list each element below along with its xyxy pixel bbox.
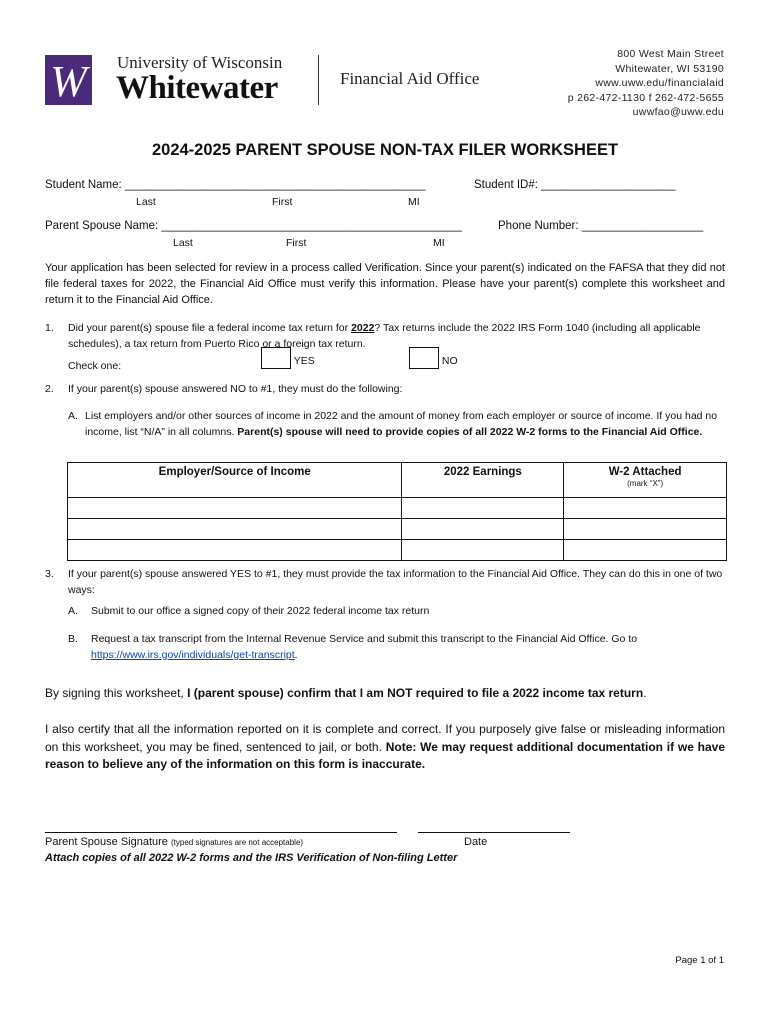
q2-a-label: A.	[68, 410, 78, 422]
spouse-last-caption: Last	[173, 237, 193, 249]
signing-end: .	[643, 686, 647, 700]
q3-a-label: A.	[68, 605, 78, 617]
no-option[interactable]	[409, 347, 458, 369]
table-header-row	[68, 463, 727, 498]
table-row	[68, 498, 727, 519]
q3-a-text: Submit to our office a signed copy of their 2022 federal income tax return	[91, 605, 430, 617]
signature-caption	[45, 836, 303, 848]
yes-option[interactable]	[261, 347, 315, 369]
phone-field[interactable]	[498, 220, 703, 232]
q2-a-instructions: List employers and/or other sources of income in 2022 and the amount of money from each employer or source of income. If you had no income, list “N/A” in all columns.	[85, 410, 718, 438]
col-earnings: 2022 Earnings	[402, 463, 564, 498]
student-id-line[interactable]: _____________________	[541, 179, 676, 191]
university-name: Whitewater	[116, 70, 278, 106]
mark-note: (mark “X”)	[627, 479, 664, 488]
income-table	[67, 462, 727, 561]
page-title: 2024-2025 PARENT SPOUSE NON-TAX FILER WORKSHEET	[151, 141, 619, 159]
q1-year: 2022	[351, 322, 375, 334]
student-id-label: Student ID#:	[474, 179, 542, 191]
intro-paragraph: Your application has been selected for review in a process called Verification. Since your parent(s) indicated on the FAFSA that they did not file federal taxes for 2022, the Financial Aid Office must verify this information. Please have your parent(s) complete this worksheet and return it to the Financial Aid Office.	[45, 262, 725, 306]
w2-cell[interactable]	[564, 519, 727, 540]
w2-cell[interactable]	[564, 498, 727, 519]
q1-text-b: ? Tax returns include the 2022 IRS Form 1040 (including all applicable schedules), a tax return from Puerto Rico or a foreign tax return.	[68, 322, 701, 350]
student-first-caption: First	[272, 196, 293, 208]
no-checkbox[interactable]	[409, 347, 439, 369]
signing-bold: I (parent spouse) confirm that I am NOT required to file a 2022 income tax return	[187, 686, 644, 700]
spouse-name-label: Parent Spouse Name:	[45, 220, 162, 232]
address-city: Whitewater, WI 53190	[615, 62, 724, 75]
university-line: University of Wisconsin	[117, 53, 283, 72]
date-line[interactable]	[418, 832, 570, 833]
spouse-first-caption: First	[286, 237, 307, 249]
w2-cell[interactable]	[564, 540, 727, 561]
q3-text: If your parent(s) spouse answered YES to #1, they must provide the tax information to the Financial Aid Office. They can do this in one of two ways:	[68, 568, 723, 596]
date-label: Date	[464, 836, 488, 848]
q3-b-end: .	[294, 649, 298, 661]
q2-text: If your parent(s) spouse answered NO to #1, they must do the following:	[68, 383, 403, 395]
phone-label: Phone Number:	[498, 220, 582, 232]
check-one-label: Check one:	[68, 360, 122, 372]
q3-b-label: B.	[68, 633, 78, 645]
university-logo	[45, 55, 92, 105]
certify-bold: Note: We may request additional documentation if we have reason to believe any of the information on this form is inaccurate.	[45, 739, 725, 771]
no-label: NO	[441, 355, 458, 367]
address-email: uwwfao@uww.edu	[632, 106, 724, 118]
address-phone: p 262-472-1130 f 262-472-5655	[567, 91, 724, 104]
student-id-field[interactable]	[474, 179, 675, 191]
employer-cell[interactable]	[68, 519, 402, 540]
student-last-caption: Last	[136, 196, 156, 208]
spouse-mi-caption: MI	[433, 237, 445, 249]
signature-line[interactable]	[45, 832, 397, 833]
office-address	[568, 47, 724, 120]
address-street: 800 West Main Street	[617, 48, 724, 60]
irs-transcript-link[interactable]: https://www.irs.gov/individuals/get-transcript	[91, 649, 295, 661]
q2-a-bold: Parent(s) spouse will need to provide copies of all 2022 W-2 forms to the Financial Aid Office.	[237, 426, 703, 438]
earnings-cell[interactable]	[402, 540, 564, 561]
q3-b-instructions: Request a tax transcript from the Internal Revenue Service and submit this transcript to the Financial Aid Office. Go to	[91, 633, 638, 645]
spouse-name-line[interactable]: _______________________________________________	[161, 220, 462, 232]
yes-label: YES	[293, 355, 315, 367]
student-name-field[interactable]	[45, 179, 426, 191]
logo-letter: W	[50, 57, 87, 105]
office-name: Financial Aid Office	[340, 69, 480, 88]
address-web: www.uww.edu/financialaid	[595, 77, 724, 89]
col-w2-label: W-2 Attached	[608, 466, 682, 478]
phone-line[interactable]: ___________________	[581, 220, 704, 232]
spouse-name-field[interactable]	[45, 220, 462, 232]
page-number: Page 1 of 1	[675, 955, 724, 966]
earnings-cell[interactable]	[402, 498, 564, 519]
q2-number: 2.	[45, 383, 54, 395]
w-logo-icon	[45, 55, 92, 105]
signing-text: By signing this worksheet,	[45, 686, 188, 700]
col-w2	[564, 463, 727, 498]
signature-note: (typed signatures are not acceptable)	[170, 838, 304, 847]
col-employer: Employer/Source of Income	[68, 463, 402, 498]
table-row	[68, 540, 727, 561]
table-row	[68, 519, 727, 540]
earnings-cell[interactable]	[402, 519, 564, 540]
yes-checkbox[interactable]	[261, 347, 291, 369]
q3-b-text	[91, 631, 711, 663]
employer-cell[interactable]	[68, 540, 402, 561]
q1-number: 1.	[45, 322, 54, 334]
q2-a-text	[85, 408, 725, 440]
attach-note: Attach copies of all 2022 W-2 forms and the IRS Verification of Non-filing Letter	[45, 852, 458, 864]
student-name-line[interactable]: _______________________________________________	[124, 179, 426, 191]
employer-cell[interactable]	[68, 498, 402, 519]
student-name-label: Student Name:	[45, 179, 125, 191]
q3-number: 3.	[45, 568, 54, 580]
signing-statement	[45, 686, 647, 700]
header-divider	[318, 55, 319, 105]
certification-paragraph	[45, 721, 725, 774]
q1-text-a: Did your parent(s) spouse file a federal income tax return for	[68, 322, 352, 334]
student-mi-caption: MI	[408, 196, 420, 208]
q1-text	[68, 320, 728, 352]
certify-text: I also certify that all the information reported on it is complete and correct. If you purposely give false or misleading information on this worksheet, you may be fined, sentenced to jail, or both.	[45, 722, 725, 754]
signature-label: Parent Spouse Signature	[45, 836, 171, 848]
